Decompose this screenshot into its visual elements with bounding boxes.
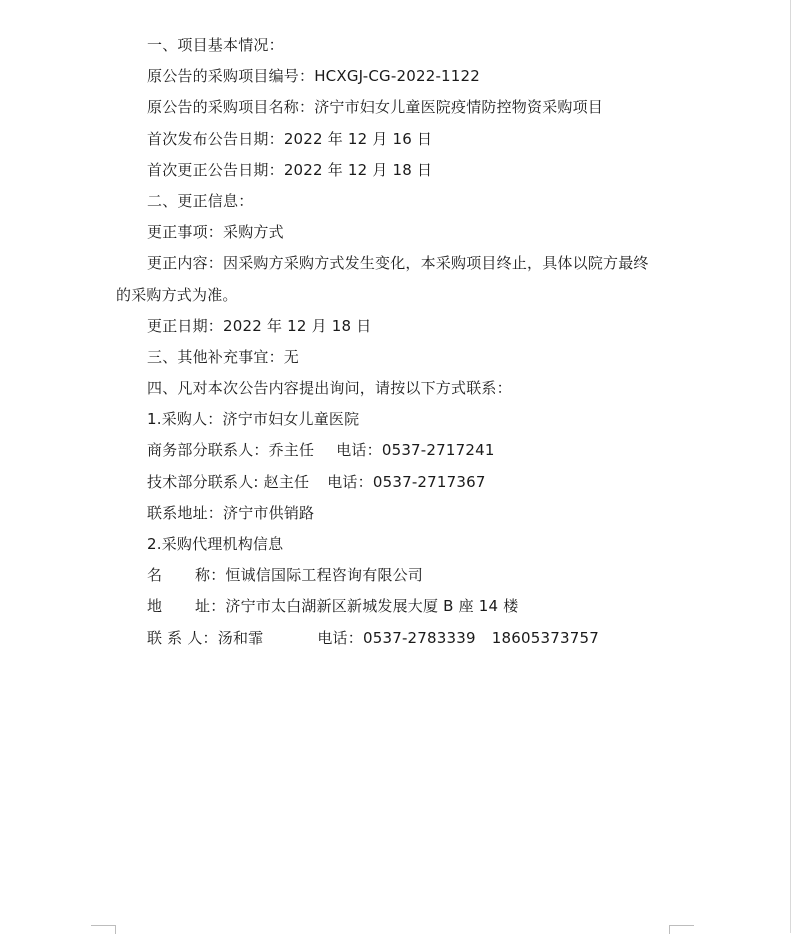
agency-heading [116, 529, 676, 560]
agency-contact-line [116, 623, 676, 654]
correction-content-text1: 因采购方采购方式发生变化，本采购项目终止，具体以院方最终 [223, 254, 649, 273]
first-publish-date: 2022 年 12 月 16 日 [283, 129, 433, 148]
agency-address-label-1: 地 [147, 597, 163, 616]
correction-content-label: 更正内容： [147, 254, 224, 273]
project-name-label: 原公告的采购项目名称： [147, 98, 315, 117]
agency-address-label [147, 591, 195, 622]
correction-date-line [116, 311, 676, 342]
agency-name-label [147, 560, 195, 591]
agency-address-line [116, 591, 676, 622]
project-number-label: 原公告的采购项目编号： [147, 67, 315, 86]
agency-address-label-2: 址： [195, 597, 226, 616]
agency-name-label-2: 称： [195, 566, 226, 585]
business-contact-label: 商务部分联系人： [147, 441, 269, 460]
correction-date-label: 更正日期： [147, 316, 224, 335]
agency-name-label-1: 名 [147, 566, 163, 585]
agency-heading-text: 2.采购代理机构信息 [147, 535, 284, 553]
tech-contact-label: 技术部分联系人: [147, 472, 264, 491]
section2-title-text: 二、更正信息： [147, 191, 254, 210]
agency-phone-value: 0537-2783339 [362, 628, 476, 647]
agency-name-value: 恒诚信国际工程咨询有限公司 [225, 566, 424, 585]
correction-date-value: 2022 年 12 月 18 日 [223, 316, 372, 335]
address-value: 济宁市供销路 [223, 503, 315, 522]
project-name-value: 济宁市妇女儿童医院疫情防控物资采购项目 [314, 98, 604, 117]
project-number-line [116, 61, 676, 92]
section4-title-text: 四、凡对本次公告内容提出询问，请按以下方式联系： [147, 379, 512, 398]
agency-contact-label: 联 系 人： [147, 628, 218, 647]
section3-title-text: 三、其他补充事宜：无 [147, 347, 300, 366]
first-correction-line [116, 155, 676, 186]
correction-content-text2: 的采购方式为准。 [116, 285, 238, 304]
tech-contact-line [116, 467, 676, 498]
tech-phone-value: 0537-2717367 [372, 472, 486, 491]
agency-phone-label: 电话： [317, 628, 363, 647]
correction-item-label: 更正事项： [147, 223, 224, 242]
project-number-value: HCXGJ-CG-2022-1122 [314, 67, 481, 86]
purchaser-heading-text: 1.采购人：济宁市妇女儿童医院 [147, 410, 360, 429]
first-publish-label: 首次发布公告日期： [147, 129, 284, 148]
section2-title [116, 186, 676, 217]
purchaser-heading [116, 404, 676, 435]
first-publish-line [116, 124, 676, 155]
address-line [116, 498, 676, 529]
section4-title [116, 373, 676, 404]
document-body [116, 30, 676, 654]
first-correction-label: 首次更正公告日期： [147, 160, 284, 179]
business-contact-line [116, 435, 676, 466]
business-contact-name: 乔主任 [268, 441, 315, 460]
address-label: 联系地址： [147, 503, 224, 522]
correction-content-line1 [116, 248, 676, 279]
correction-content-line2 [116, 280, 676, 311]
business-phone-value: 0537-2717241 [381, 441, 495, 460]
correction-item-value: 采购方式 [223, 223, 284, 242]
agency-contact-name: 汤和霏 [217, 628, 264, 647]
section1-title-text: 一、项目基本情况： [147, 36, 284, 54]
agency-address-value: 济宁市太白湖新区新城发展大厦 B 座 14 楼 [225, 597, 519, 616]
first-correction-date: 2022 年 12 月 18 日 [283, 160, 433, 179]
section3-title [116, 342, 676, 373]
agency-name-line [116, 560, 676, 591]
tech-contact-name: 赵主任 [263, 472, 310, 491]
tech-phone-label: 电话： [327, 472, 373, 491]
correction-item-line [116, 217, 676, 248]
project-name-line [116, 92, 676, 123]
section1-title [116, 30, 676, 61]
business-phone-label: 电话： [336, 441, 382, 460]
agency-mobile-value: 18605373757 [491, 628, 599, 647]
